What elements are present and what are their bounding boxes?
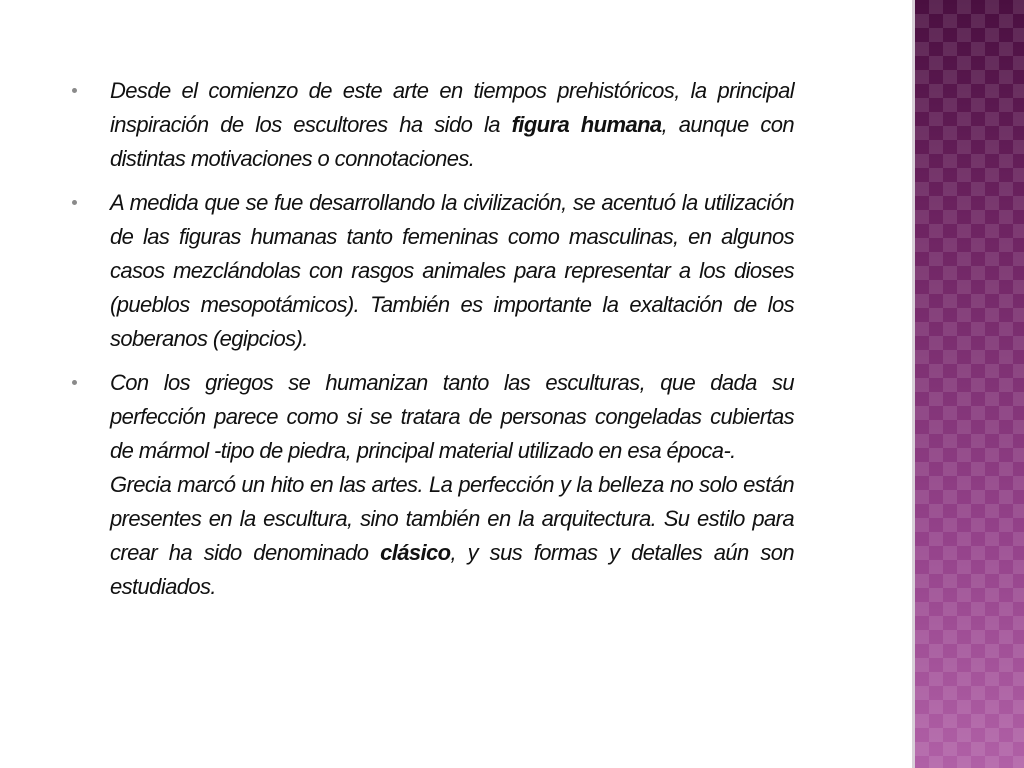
bullet-3-text-start: Grecia marcó un hito en las artes. La perfección y la belleza no solo están presentes en la escultura, sino también en la arquitectura. Su estilo para crear ha sido denominado — [110, 472, 794, 565]
bullet-1-bold-term: figura humana — [511, 112, 662, 137]
bullet-text-2: A medida que se fue desarrollando la civilización, se acentuó la utilización de las figuras humanas tanto femeninas como masculinas, en algunos casos mezclándolas con rasgos animales para representar a los dioses (pueblos mesopotámicos). También es importante la exaltación de los soberanos (egipcios). — [110, 190, 794, 351]
bullet-1-text-end: , aunque con distintas motivaciones o connotaciones. — [110, 112, 794, 171]
bullet-item-1 — [72, 74, 794, 176]
bullet-dot-icon — [72, 88, 77, 93]
bullet-text-1 — [110, 74, 794, 176]
bullet-3-text-end: , y sus formas y detalles aún son estudiados. — [110, 540, 795, 599]
bullet-item-3 — [72, 366, 794, 604]
bullet-dot-icon — [72, 200, 77, 205]
bullet-3-paragraph-2 — [110, 468, 794, 604]
bullet-3-bold-term: clásico — [380, 540, 451, 565]
bullet-dot-icon — [72, 380, 77, 385]
bullet-item-2 — [72, 186, 794, 356]
bullet-text-3 — [110, 366, 794, 604]
bullet-list — [72, 74, 794, 614]
bullet-1-text-start: Desde el comienzo de este arte en tiempos prehistóricos, la principal inspiración de los escultores ha sido la — [110, 78, 794, 137]
bullet-3-paragraph-1: Con los griegos se humanizan tanto las esculturas, que dada su perfección parece como si se tratara de personas congeladas cubiertas de mármol -tipo de piedra, principal material utilizado en esa época-. — [110, 370, 794, 463]
decorative-side-band — [912, 0, 1024, 768]
